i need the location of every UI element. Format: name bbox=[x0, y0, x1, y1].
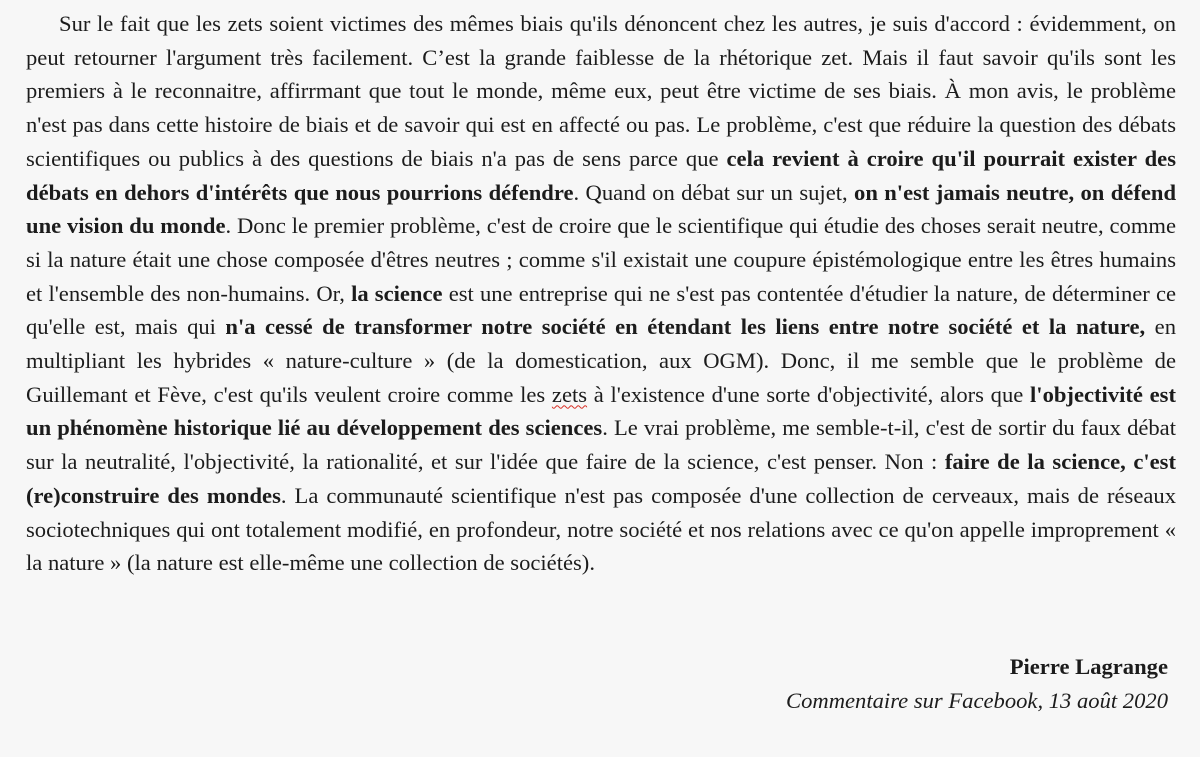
quote-text: . La communauté scientifique n'est pas composée d'une collection de cerveaux, mais de réseaux sociotechniques qui ont totalement modifié, en profondeur, notre société et nos relations avec ce qu'on appelle improprement « la nature » (la nature est elle-même une collection de sociétés). bbox=[26, 482, 1176, 576]
author-name: Pierre Lagrange bbox=[1009, 654, 1168, 679]
quote-emphasis: la science bbox=[351, 280, 443, 306]
spellcheck-flagged-word[interactable]: zets bbox=[551, 381, 588, 407]
quote-emphasis: cela revient à croire qu'il pourrait exister des débats en dehors d'intérêts que nous pourrions défendre bbox=[26, 145, 1176, 205]
quote-text: à l'existence d'une sorte d'objectivité, alors que bbox=[587, 381, 1031, 407]
quote-emphasis: faire de la science, c'est (re)construire des mondes bbox=[26, 449, 1176, 508]
quote-text: . Quand on débat sur un sujet, bbox=[573, 179, 855, 205]
quote-text: . Le vrai problème, me semble-t-il, c'est de sortir du faux débat sur la neutralité, l'objectivité, la rationalité, et sur l'idée que faire de la science, c'est penser. Non : bbox=[26, 415, 1176, 475]
quote-text: Sur le fait que les zets soient victimes des mêmes biais qu'ils dénoncent chez les autres, je suis d'accord : évidemment, on peut retourner l'argument très facilement. C’est la grande faiblesse de la rhétorique zet. Mais il faut savoir qu'ils sont les premiers à le reconnaitre, affirrmant que tout le monde, même eux, peut être victime de ses biais. À mon avis, le problème n'est pas dans cette histoire de biais et de savoir qui est en affecté ou pas. Le problème, c'est que réduire la question des débats scientifiques ou publics à des questions de biais n'a pas de sens parce que bbox=[26, 11, 1176, 171]
attribution bbox=[786, 650, 1168, 717]
quote-emphasis: l'objectivité est un phénomène historique lié au développement des sciences bbox=[26, 381, 1176, 441]
quote-text: est une entreprise qui ne s'est pas contentée d'étudier la nature, de déterminer ce qu'elle est, mais qui bbox=[26, 280, 1176, 340]
quote-paragraph bbox=[26, 7, 1176, 580]
quote-text: . Donc le premier problème, c'est de croire que le scientifique qui étudie des choses serait neutre, comme si la nature était une chose composée d'êtres neutres ; comme s'il existait une coupure épistémologique entre les êtres humains et l'ensemble des non-humains. Or, bbox=[26, 213, 1176, 306]
quote-emphasis: on n'est jamais neutre, on défend une vision du monde bbox=[26, 179, 1177, 239]
quote-emphasis: n'a cessé de transformer notre société en étendant les liens entre notre société et la nature, bbox=[225, 314, 1146, 340]
source-citation: Commentaire sur Facebook, 13 août 2020 bbox=[786, 687, 1168, 713]
quote-text: en multipliant les hybrides « nature-culture » (de la domestication, aux OGM). Donc, il me semble que le problème de Guillemant et Fève, c'est qu'ils veulent croire comme les bbox=[26, 314, 1176, 407]
